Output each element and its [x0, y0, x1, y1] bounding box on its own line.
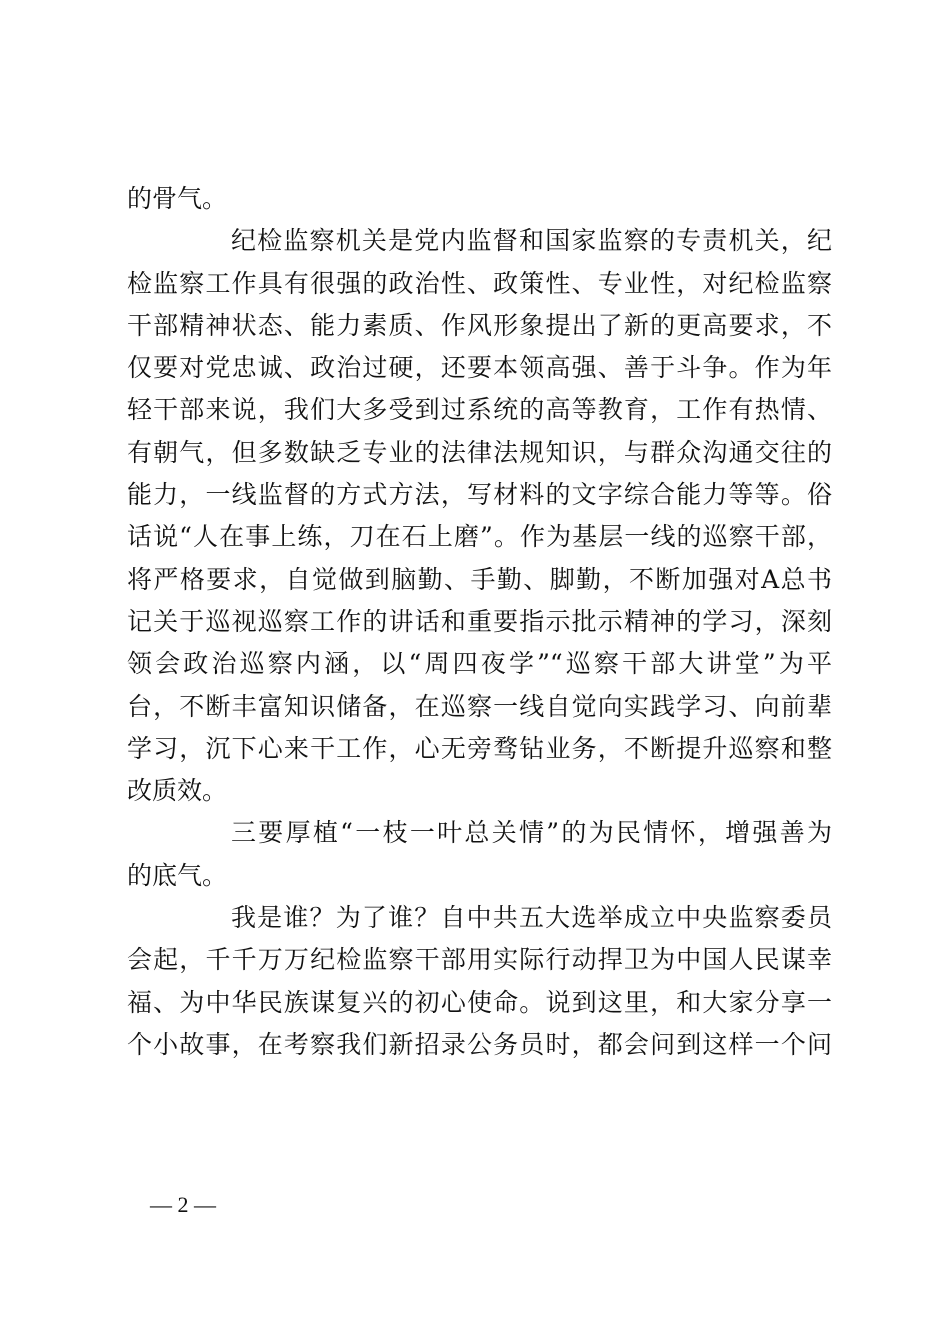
text-line: 我是谁？为了谁？自中共五大选举成立中央监察委员: [231, 903, 832, 933]
paragraph: [127, 178, 832, 220]
text-line: 轻干部来说，我们大多受到过系统的高等教育，工作有热情、: [127, 395, 832, 425]
text-line: 有朝气，但多数缺乏专业的法律法规知识，与群众沟通交往的: [127, 437, 832, 467]
paragraph: [127, 897, 832, 1066]
text-line: 三要厚植“一枝一叶总关情”的为民情怀，增强善为: [231, 818, 832, 848]
text-line: 的骨气。: [127, 184, 228, 213]
text-line: 干部精神状态、能力素质、作风形象提出了新的更高要求，不: [127, 310, 832, 340]
text-line: 个小故事，在考察我们新招录公务员时，都会问到这样一个问: [127, 1029, 832, 1059]
body-text: [127, 178, 832, 1066]
text-line: 台，不断丰富知识储备，在巡察一线自觉向实践学习、向前辈: [127, 691, 832, 721]
text-line: 会起，千千万万纪检监察干部用实际行动捍卫为中国人民谋幸: [127, 945, 832, 975]
paragraph: [127, 220, 832, 812]
text-line: 的底气。: [127, 860, 228, 890]
text-line: 福、为中华民族谋复兴的初心使命。说到这里，和大家分享一: [127, 987, 832, 1017]
text-line: 能力，一线监督的方式方法，写材料的文字综合能力等等。俗: [127, 480, 832, 510]
text-line: 改质效。: [127, 776, 228, 806]
text-line: 检监察工作具有很强的政治性、政策性、专业性，对纪检监察: [127, 268, 832, 298]
text-line: 领会政治巡察内涵，以“周四夜学”“巡察干部大讲堂”为平: [127, 649, 832, 679]
text-line: 将严格要求，自觉做到脑勤、手勤、脚勤，不断加强对A总书: [127, 564, 832, 594]
text-line: 记关于巡视巡察工作的讲话和重要指示批示精神的学习，深刻: [127, 606, 832, 636]
paragraph: [127, 812, 832, 897]
text-line: 学习，沉下心来干工作，心无旁骛钻业务，不断提升巡察和整: [127, 733, 832, 763]
text-line: 仅要对党忠诚、政治过硬，还要本领高强、善于斗争。作为年: [127, 353, 832, 383]
page-number: — 2 —: [150, 1192, 216, 1217]
text-line: 话说“人在事上练，刀在石上磨”。作为基层一线的巡察干部，: [127, 522, 832, 552]
text-line: 纪检监察机关是党内监督和国家监察的专责机关，纪: [231, 226, 832, 256]
